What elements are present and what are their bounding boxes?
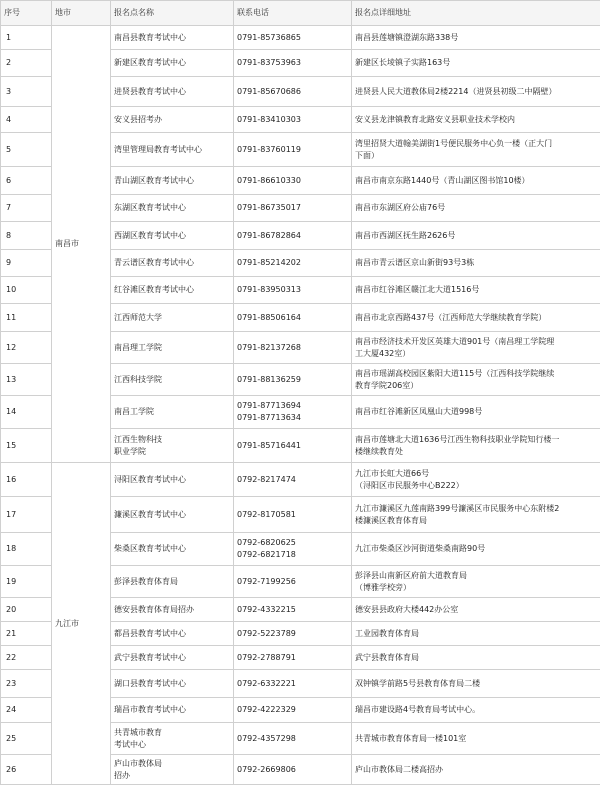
- phone-cell-line: 0791-86610330: [237, 175, 301, 185]
- phone-cell-line: 0792-2669806: [237, 764, 296, 774]
- phone-cell-line: 0791-82137268: [237, 342, 301, 352]
- site-name-cell: [111, 598, 234, 622]
- address-cell: [352, 195, 600, 222]
- seq-cell: 12: [1, 332, 52, 364]
- address-cell-line: 九江市濂溪区九莲南路399号濂溪区市民服务中心东附楼2: [355, 503, 560, 513]
- phone-cell-line: 0792-4332215: [237, 604, 296, 614]
- address-cell-line: 九江市柴桑区沙河街道柴桑南路90号: [355, 544, 486, 553]
- site-name-cell-line: 东湖区教育考试中心: [114, 203, 186, 212]
- address-cell: [352, 429, 600, 463]
- address-cell-line: 楼继续教育处: [355, 446, 403, 456]
- phone-cell-line: 0791-85670686: [237, 86, 301, 96]
- address-cell-line: 南昌市南京东路1440号（青山湖区图书馆10楼）: [355, 175, 530, 185]
- site-name-cell-line: 招办: [114, 770, 130, 780]
- phone-cell-line: 0792-5223789: [237, 628, 296, 638]
- site-name-cell-line: 武宁县教育考试中心: [114, 652, 186, 662]
- address-cell-line: 教育学院206室）: [355, 380, 419, 390]
- address-cell: [352, 566, 600, 598]
- address-cell-line: 双钟镇学前路5号县教育体育局二楼: [355, 678, 481, 688]
- phone-cell: [234, 107, 352, 133]
- address-cell: [352, 533, 600, 566]
- address-cell-line: （博雅学校旁）: [355, 582, 411, 592]
- phone-cell-line: 0791-83410303: [237, 114, 301, 124]
- address-cell: [352, 277, 600, 304]
- seq-cell: 20: [1, 598, 52, 622]
- phone-cell: [234, 133, 352, 167]
- address-cell: [352, 622, 600, 646]
- phone-cell-line: 0791-87713634: [237, 413, 301, 422]
- site-name-cell: [111, 566, 234, 598]
- address-cell: [352, 26, 600, 50]
- phone-cell: [234, 670, 352, 698]
- site-name-cell: [111, 167, 234, 195]
- site-name-cell-line: 江西师范大学: [114, 312, 162, 322]
- address-cell: [352, 304, 600, 332]
- address-cell: [352, 364, 600, 396]
- site-name-cell-line: 西湖区教育考试中心: [114, 230, 186, 240]
- phone-cell: [234, 364, 352, 396]
- address-cell-line: 彭泽县山南新区府前大道教育局: [355, 570, 467, 580]
- phone-cell: [234, 566, 352, 598]
- address-cell-line: 南昌市经济技术开发区英雄大道901号（南昌理工学院理: [355, 336, 555, 346]
- site-name-cell-line: 浔阳区教育考试中心: [114, 474, 186, 484]
- site-name-cell: [111, 497, 234, 533]
- seq-cell: 22: [1, 646, 52, 670]
- phone-cell-line: 0792-4222329: [237, 705, 296, 714]
- site-name-cell: [111, 332, 234, 364]
- site-name-cell-line: 南昌县教育考试中心: [114, 32, 186, 42]
- seq-cell: 17: [1, 497, 52, 533]
- phone-cell-line: 0792-7199256: [237, 576, 296, 586]
- address-cell-line: （浔阳区市民服务中心B222）: [355, 480, 464, 490]
- seq-cell: 23: [1, 670, 52, 698]
- site-name-cell: [111, 133, 234, 167]
- phone-cell: [234, 723, 352, 755]
- phone-cell: [234, 26, 352, 50]
- site-name-cell-line: 彭泽县教育体育局: [114, 576, 178, 586]
- address-cell-line: 新建区长堎镇子实路163号: [355, 58, 451, 67]
- site-name-cell: [111, 396, 234, 429]
- phone-cell: [234, 497, 352, 533]
- address-cell-line: 湾里招贤大道翰美湖街1号便民服务中心负一楼（正大门: [355, 138, 553, 148]
- header-city: 地市: [52, 1, 111, 26]
- site-name-cell: [111, 77, 234, 107]
- phone-cell-line: 0791-85736865: [237, 32, 301, 42]
- site-name-cell: [111, 622, 234, 646]
- seq-cell: 14: [1, 396, 52, 429]
- seq-cell: 11: [1, 304, 52, 332]
- address-cell-line: 南昌市瑶湖高校园区紫阳大道115号（江西科技学院继续: [355, 368, 555, 378]
- site-name-cell: [111, 698, 234, 723]
- table-row: [1, 26, 600, 50]
- phone-cell-line: 0791-83950313: [237, 285, 301, 294]
- seq-cell: 18: [1, 533, 52, 566]
- address-cell-line: 南昌市青云谱区京山新街93号3栋: [355, 258, 475, 267]
- phone-cell: [234, 698, 352, 723]
- site-name-cell-line: 庐山市教体局: [114, 758, 162, 768]
- address-cell-line: 南昌市东湖区府公庙76号: [355, 203, 446, 212]
- address-cell-line: 工业园教育体育局: [355, 628, 419, 638]
- site-name-cell: [111, 195, 234, 222]
- site-name-cell: [111, 670, 234, 698]
- address-cell-line: 南昌县莲塘镇澄湖东路338号: [355, 32, 459, 42]
- address-cell-line: 武宁县教育体育局: [355, 652, 419, 662]
- phone-cell-line: 0791-85716441: [237, 440, 301, 450]
- site-name-cell-line: 南昌理工学院: [114, 342, 162, 352]
- table-row: [1, 463, 600, 497]
- phone-cell-line: 0791-87713694: [237, 401, 301, 410]
- site-name-cell-line: 共青城市教育: [114, 727, 162, 737]
- address-cell: [352, 396, 600, 429]
- address-cell-line: 南昌市莲塘北大道1636号江西生物科技职业学院知行楼一: [355, 434, 560, 444]
- address-cell: [352, 646, 600, 670]
- phone-cell-line: 0792-4357298: [237, 733, 296, 743]
- table-body: [1, 26, 600, 785]
- seq-cell: 21: [1, 622, 52, 646]
- phone-cell: [234, 77, 352, 107]
- site-name-cell: [111, 277, 234, 304]
- seq-cell: 9: [1, 250, 52, 277]
- address-cell: [352, 133, 600, 167]
- address-cell-line: 南昌市红谷滩新区凤凰山大道998号: [355, 407, 483, 416]
- address-cell-line: 共青城市教育体育局一楼101室: [355, 733, 467, 743]
- phone-cell: [234, 250, 352, 277]
- site-name-cell-line: 柴桑区教育考试中心: [114, 544, 186, 553]
- site-name-cell: [111, 250, 234, 277]
- phone-cell-line: 0792-6332221: [237, 678, 296, 688]
- city-cell: 南昌市: [52, 26, 111, 463]
- address-cell: [352, 698, 600, 723]
- seq-cell: 26: [1, 755, 52, 785]
- seq-cell: 25: [1, 723, 52, 755]
- site-name-cell: [111, 107, 234, 133]
- address-cell-line: 进贤县人民大道教体局2楼2214（进贤县初级二中隔壁）: [355, 86, 557, 96]
- seq-cell: 6: [1, 167, 52, 195]
- phone-cell: [234, 533, 352, 566]
- phone-cell: [234, 396, 352, 429]
- address-cell: [352, 497, 600, 533]
- city-cell: 九江市: [52, 463, 111, 785]
- seq-cell: 16: [1, 463, 52, 497]
- address-cell: [352, 755, 600, 785]
- seq-cell: 3: [1, 77, 52, 107]
- site-name-cell: [111, 222, 234, 250]
- table-header-row: [1, 1, 600, 26]
- phone-cell: [234, 463, 352, 497]
- seq-cell: 13: [1, 364, 52, 396]
- phone-cell: [234, 167, 352, 195]
- header-seq: 序号: [1, 1, 52, 26]
- address-cell-line: 安义县龙津镇教育北路安义县职业技术学校内: [355, 114, 515, 124]
- address-cell-line: 南昌市红谷滩区赣江北大道1516号: [355, 285, 480, 294]
- address-cell: [352, 723, 600, 755]
- address-cell-line: 楼濂溪区教育体育局: [355, 515, 427, 525]
- phone-cell: [234, 429, 352, 463]
- site-name-cell-line: 职业学院: [114, 446, 146, 456]
- phone-cell: [234, 598, 352, 622]
- seq-cell: 4: [1, 107, 52, 133]
- site-name-cell-line: 新建区教育考试中心: [114, 58, 186, 67]
- site-name-cell: [111, 429, 234, 463]
- seq-cell: 10: [1, 277, 52, 304]
- site-name-cell-line: 安义县招考办: [114, 114, 162, 124]
- address-cell-line: 九江市长虹大道66号: [355, 468, 430, 478]
- phone-cell: [234, 50, 352, 77]
- site-name-cell-line: 湾里管理局教育考试中心: [114, 144, 202, 154]
- header-name: 报名点名称: [111, 1, 234, 26]
- site-name-cell: [111, 50, 234, 77]
- header-address: 报名点详细地址: [352, 1, 600, 26]
- phone-cell-line: 0791-88506164: [237, 312, 301, 322]
- address-cell-line: 德安县县政府大楼442办公室: [355, 604, 459, 614]
- address-cell-line: 下面）: [355, 150, 379, 160]
- address-cell: [352, 167, 600, 195]
- phone-cell-line: 0791-83760119: [237, 144, 301, 154]
- site-name-cell-line: 德安县教育体育局招办: [114, 604, 194, 614]
- address-cell: [352, 77, 600, 107]
- phone-cell: [234, 332, 352, 364]
- site-name-cell: [111, 364, 234, 396]
- site-name-cell-line: 青山湖区教育考试中心: [114, 175, 194, 185]
- phone-cell: [234, 304, 352, 332]
- phone-cell-line: 0792-8217474: [237, 474, 296, 484]
- phone-cell: [234, 277, 352, 304]
- site-name-cell: [111, 463, 234, 497]
- phone-cell-line: 0792-6820625: [237, 538, 296, 547]
- phone-cell-line: 0791-86782864: [237, 230, 301, 240]
- phone-cell-line: 0792-6821718: [237, 550, 296, 559]
- site-name-cell-line: 江西生物科技: [114, 434, 162, 444]
- address-cell-line: 庐山市教体局二楼高招办: [355, 764, 443, 774]
- site-name-cell-line: 瑞昌市教育考试中心: [114, 705, 186, 714]
- site-name-cell-line: 红谷滩区教育考试中心: [114, 285, 194, 294]
- site-name-cell-line: 都昌县教育考试中心: [114, 628, 186, 638]
- site-name-cell-line: 青云谱区教育考试中心: [114, 258, 194, 267]
- phone-cell-line: 0792-2788791: [237, 652, 296, 662]
- phone-cell: [234, 755, 352, 785]
- phone-cell: [234, 646, 352, 670]
- site-name-cell: [111, 304, 234, 332]
- site-name-cell: [111, 723, 234, 755]
- seq-cell: 8: [1, 222, 52, 250]
- site-name-cell-line: 考试中心: [114, 739, 146, 749]
- site-name-cell-line: 南昌工学院: [114, 407, 154, 416]
- phone-cell-line: 0791-88136259: [237, 374, 301, 384]
- address-cell: [352, 250, 600, 277]
- phone-cell-line: 0791-85214202: [237, 258, 301, 267]
- site-name-cell-line: 濂溪区教育考试中心: [114, 509, 186, 519]
- address-cell-line: 南昌市西湖区抚生路2626号: [355, 230, 456, 240]
- site-name-cell-line: 江西科技学院: [114, 374, 162, 384]
- site-name-cell: [111, 26, 234, 50]
- site-name-cell-line: 湖口县教育考试中心: [114, 678, 186, 688]
- phone-cell: [234, 222, 352, 250]
- address-cell: [352, 670, 600, 698]
- header-phone: 联系电话: [234, 1, 352, 26]
- address-cell: [352, 332, 600, 364]
- seq-cell: 19: [1, 566, 52, 598]
- phone-cell-line: 0791-86735017: [237, 203, 301, 212]
- phone-cell-line: 0791-83753963: [237, 58, 301, 67]
- address-cell-line: 瑞昌市建设路4号教育局考试中心。: [355, 705, 481, 714]
- seq-cell: 1: [1, 26, 52, 50]
- address-cell-line: 工大厦432室）: [355, 348, 411, 358]
- phone-cell: [234, 195, 352, 222]
- site-name-cell: [111, 533, 234, 566]
- seq-cell: 24: [1, 698, 52, 723]
- phone-cell: [234, 622, 352, 646]
- address-cell: [352, 50, 600, 77]
- seq-cell: 7: [1, 195, 52, 222]
- address-cell: [352, 222, 600, 250]
- address-cell: [352, 463, 600, 497]
- seq-cell: 15: [1, 429, 52, 463]
- phone-cell-line: 0792-8170581: [237, 509, 296, 519]
- address-cell: [352, 598, 600, 622]
- site-name-cell-line: 进贤县教育考试中心: [114, 86, 186, 96]
- site-name-cell: [111, 755, 234, 785]
- address-cell-line: 南昌市北京西路437号（江西师范大学继续教育学院）: [355, 312, 547, 322]
- address-cell: [352, 107, 600, 133]
- seq-cell: 2: [1, 50, 52, 77]
- site-name-cell: [111, 646, 234, 670]
- seq-cell: 5: [1, 133, 52, 167]
